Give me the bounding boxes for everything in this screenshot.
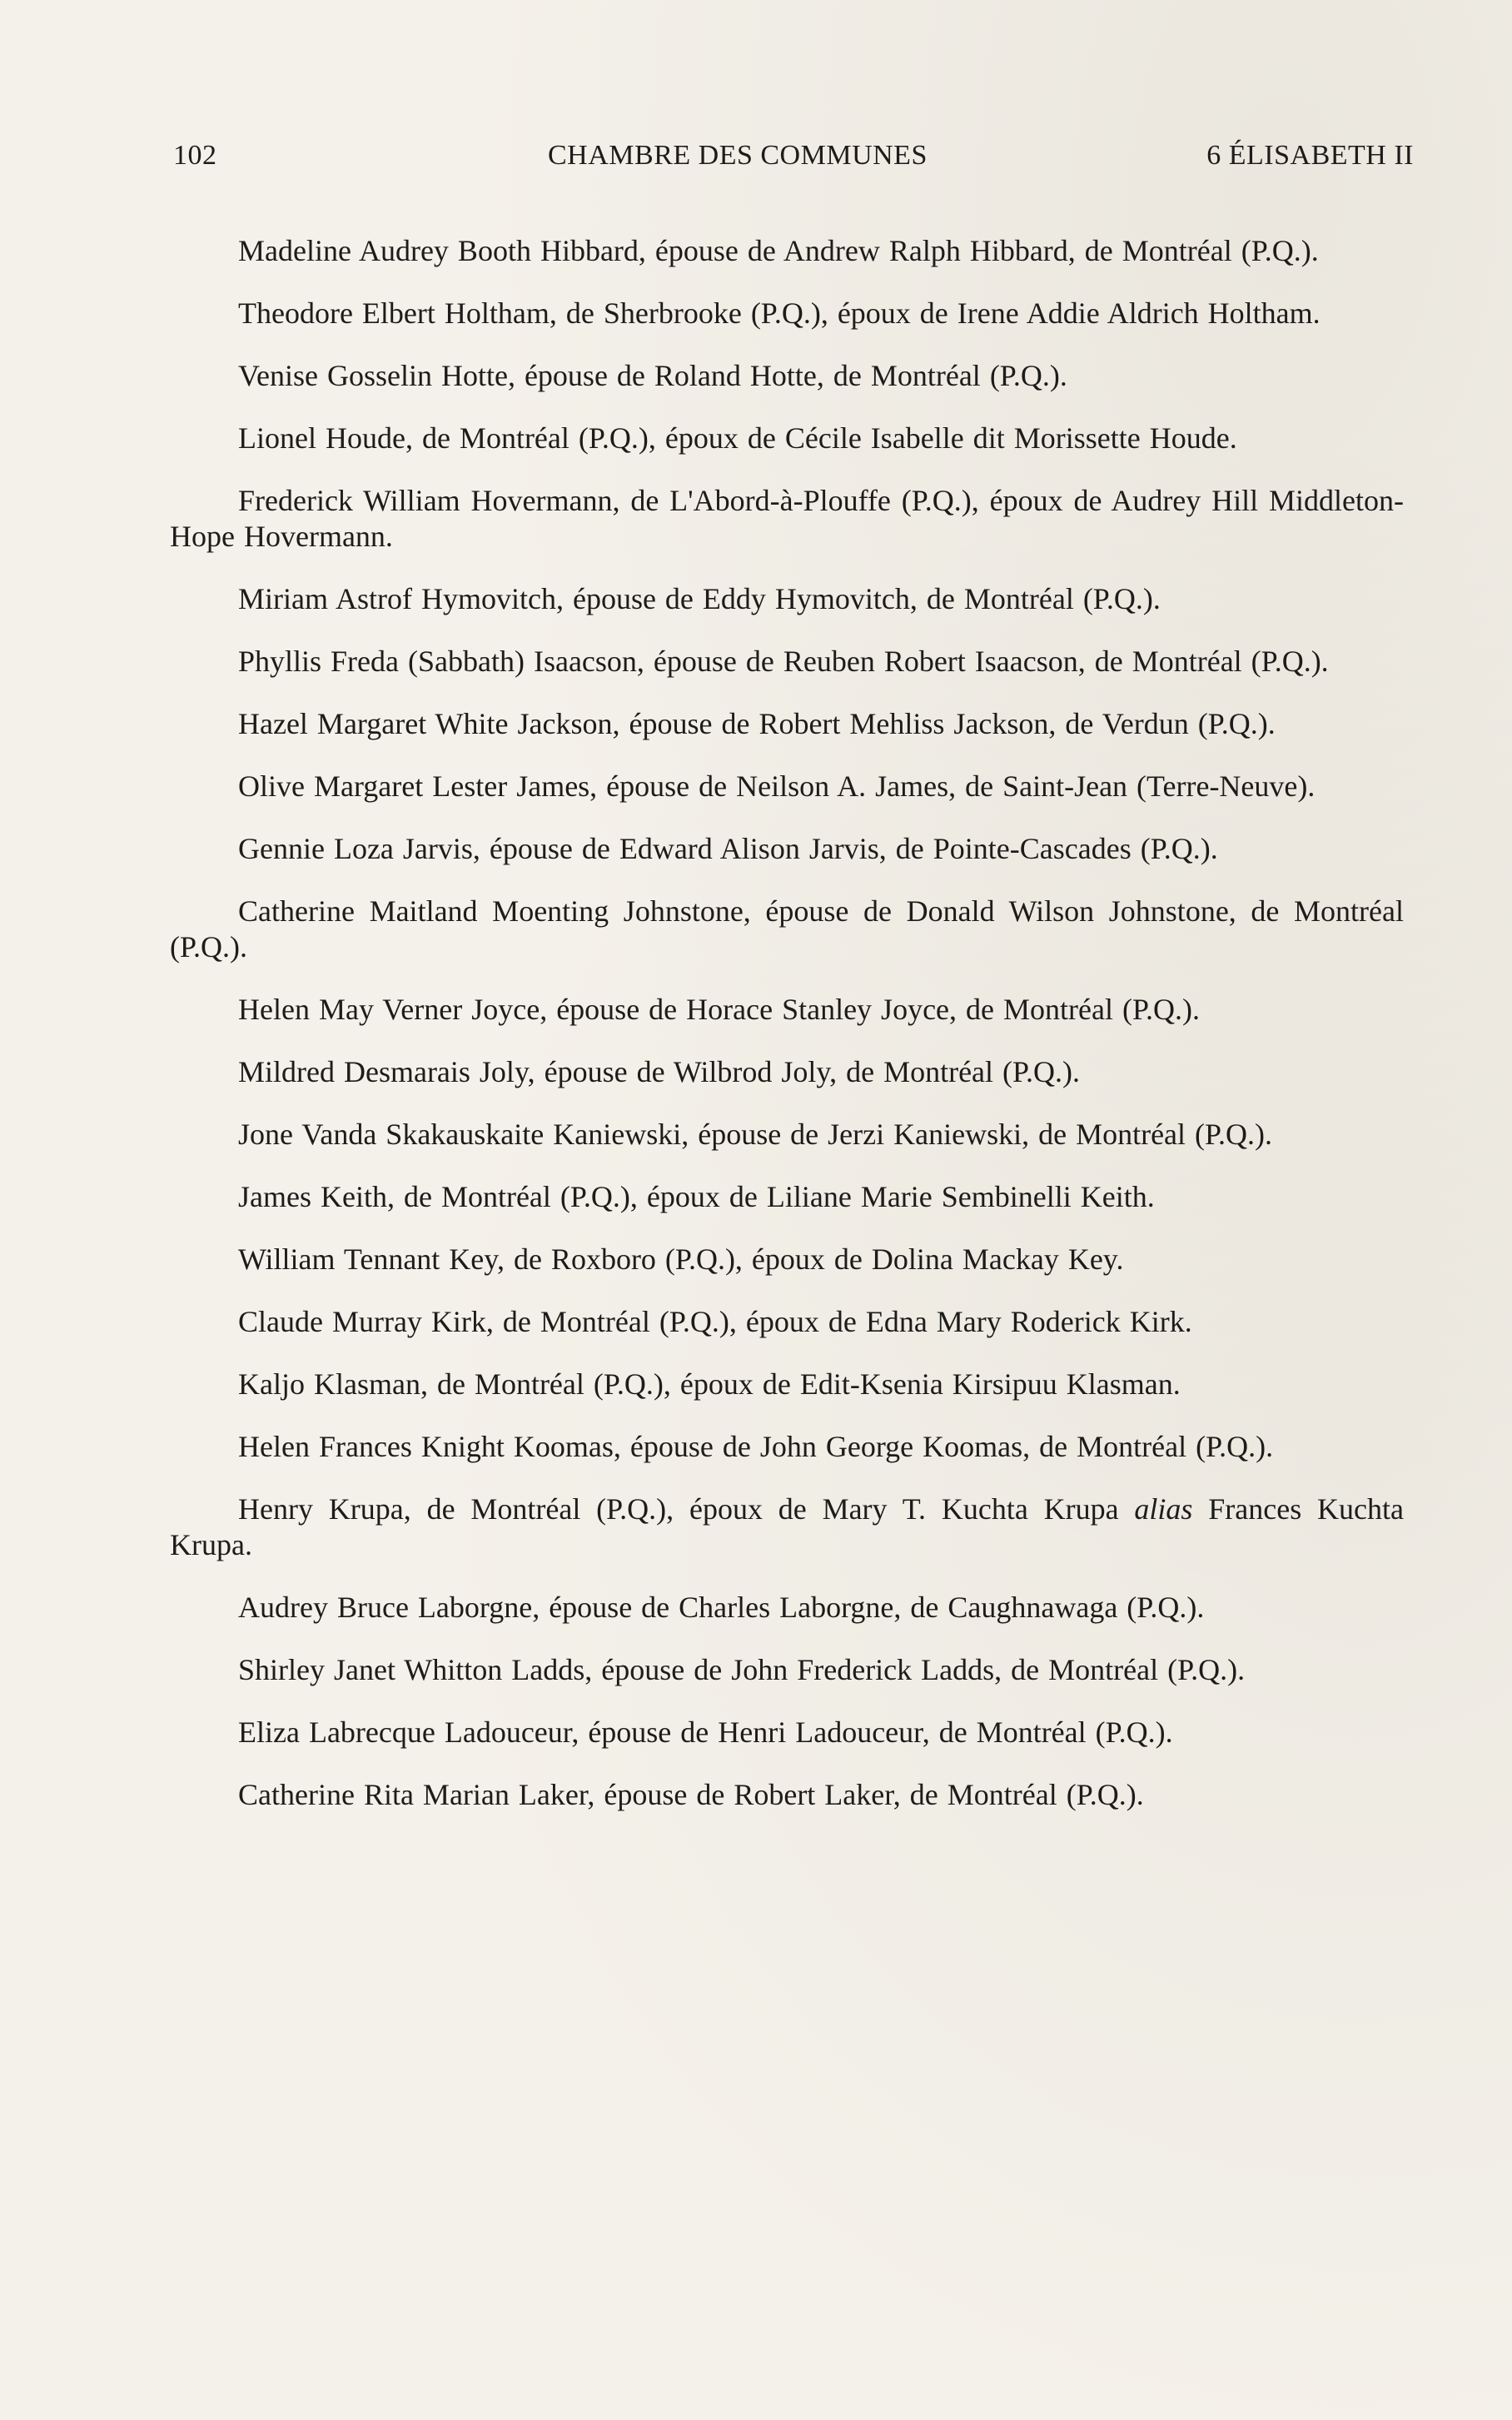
list-item: Jone Vanda Skakauskaite Kaniewski, épouse de Jerzi Kaniewski, de Montréal (P.Q.). <box>238 1118 1273 1151</box>
list-item: James Keith, de Montréal (P.Q.), époux de Liliane Marie Sembinelli Keith. <box>238 1180 1155 1213</box>
list-item: Venise Gosselin Hotte, épouse de Roland Hotte, de Montréal (P.Q.). <box>238 359 1067 392</box>
list-item: Eliza Labrecque Ladouceur, épouse de Henri Ladouceur, de Montréal (P.Q.). <box>238 1715 1173 1749</box>
divorce-entries-list <box>170 233 1404 1840</box>
list-item: Mildred Desmarais Joly, épouse de Wilbrod Joly, de Montréal (P.Q.). <box>238 1055 1081 1088</box>
list-item: Kaljo Klasman, de Montréal (P.Q.), époux de Edit-Ksenia Kirsipuu Klasman. <box>238 1367 1181 1401</box>
list-item: William Tennant Key, de Roxboro (P.Q.), époux de Dolina Mackay Key. <box>238 1242 1124 1276</box>
list-item: Madeline Audrey Booth Hibbard, épouse de Andrew Ralph Hibbard, de Montréal (P.Q.). <box>238 234 1319 267</box>
list-item: Helen Frances Knight Koomas, épouse de John George Koomas, de Montréal (P.Q.). <box>238 1430 1274 1463</box>
entry-text: Frances Kuchta Krupa. <box>170 1492 1404 1561</box>
list-item: Theodore Elbert Holtham, de Sherbrooke (P.Q.), époux de Irene Addie Aldrich Holtham. <box>238 296 1321 330</box>
list-item: Claude Murray Kirk, de Montréal (P.Q.), époux de Edna Mary Roderick Kirk. <box>238 1305 1192 1338</box>
list-item: Phyllis Freda (Sabbath) Isaacson, épouse de Reuben Robert Isaacson, de Montréal (P.Q.). <box>238 645 1329 678</box>
list-item: Frederick William Hovermann, de L'Abord-à-Plouffe (P.Q.), époux de Audrey Hill Middleton-Hope Hovermann. <box>170 484 1404 553</box>
page-number: 102 <box>173 140 217 171</box>
list-item: Shirley Janet Whitton Ladds, épouse de John Frederick Ladds, de Montréal (P.Q.). <box>238 1653 1246 1686</box>
regnal-year: 6 ÉLISABETH II <box>1206 140 1414 171</box>
list-item: Catherine Rita Marian Laker, épouse de Robert Laker, de Montréal (P.Q.). <box>238 1778 1144 1811</box>
running-title: CHAMBRE DES COMMUNES <box>548 140 928 171</box>
list-item: Gennie Loza Jarvis, épouse de Edward Alison Jarvis, de Pointe-Cascades (P.Q.). <box>238 832 1218 865</box>
list-item: Miriam Astrof Hymovitch, épouse de Eddy Hymovitch, de Montréal (P.Q.). <box>238 582 1161 615</box>
list-item: Audrey Bruce Laborgne, épouse de Charles Laborgne, de Caughnawaga (P.Q.). <box>238 1591 1205 1624</box>
list-item: Helen May Verner Joyce, épouse de Horace Stanley Joyce, de Montréal (P.Q.). <box>238 993 1200 1026</box>
list-item: Hazel Margaret White Jackson, épouse de Robert Mehliss Jackson, de Verdun (P.Q.). <box>238 707 1276 740</box>
entry-text: Henry Krupa, de Montréal (P.Q.), époux de Mary T. Kuchta Krupa <box>238 1492 1135 1526</box>
page-header <box>173 140 1414 180</box>
list-item: Olive Margaret Lester James, épouse de Neilson A. James, de Saint-Jean (Terre-Neuve). <box>238 769 1316 803</box>
entry-italic-text: alias <box>1134 1492 1193 1526</box>
list-item <box>170 1491 1404 1563</box>
list-item: Lionel Houde, de Montréal (P.Q.), époux de Cécile Isabelle dit Morissette Houde. <box>238 421 1237 455</box>
list-item: Catherine Maitland Moenting Johnstone, épouse de Donald Wilson Johnstone, de Montréal (P.Q.). <box>170 894 1404 964</box>
